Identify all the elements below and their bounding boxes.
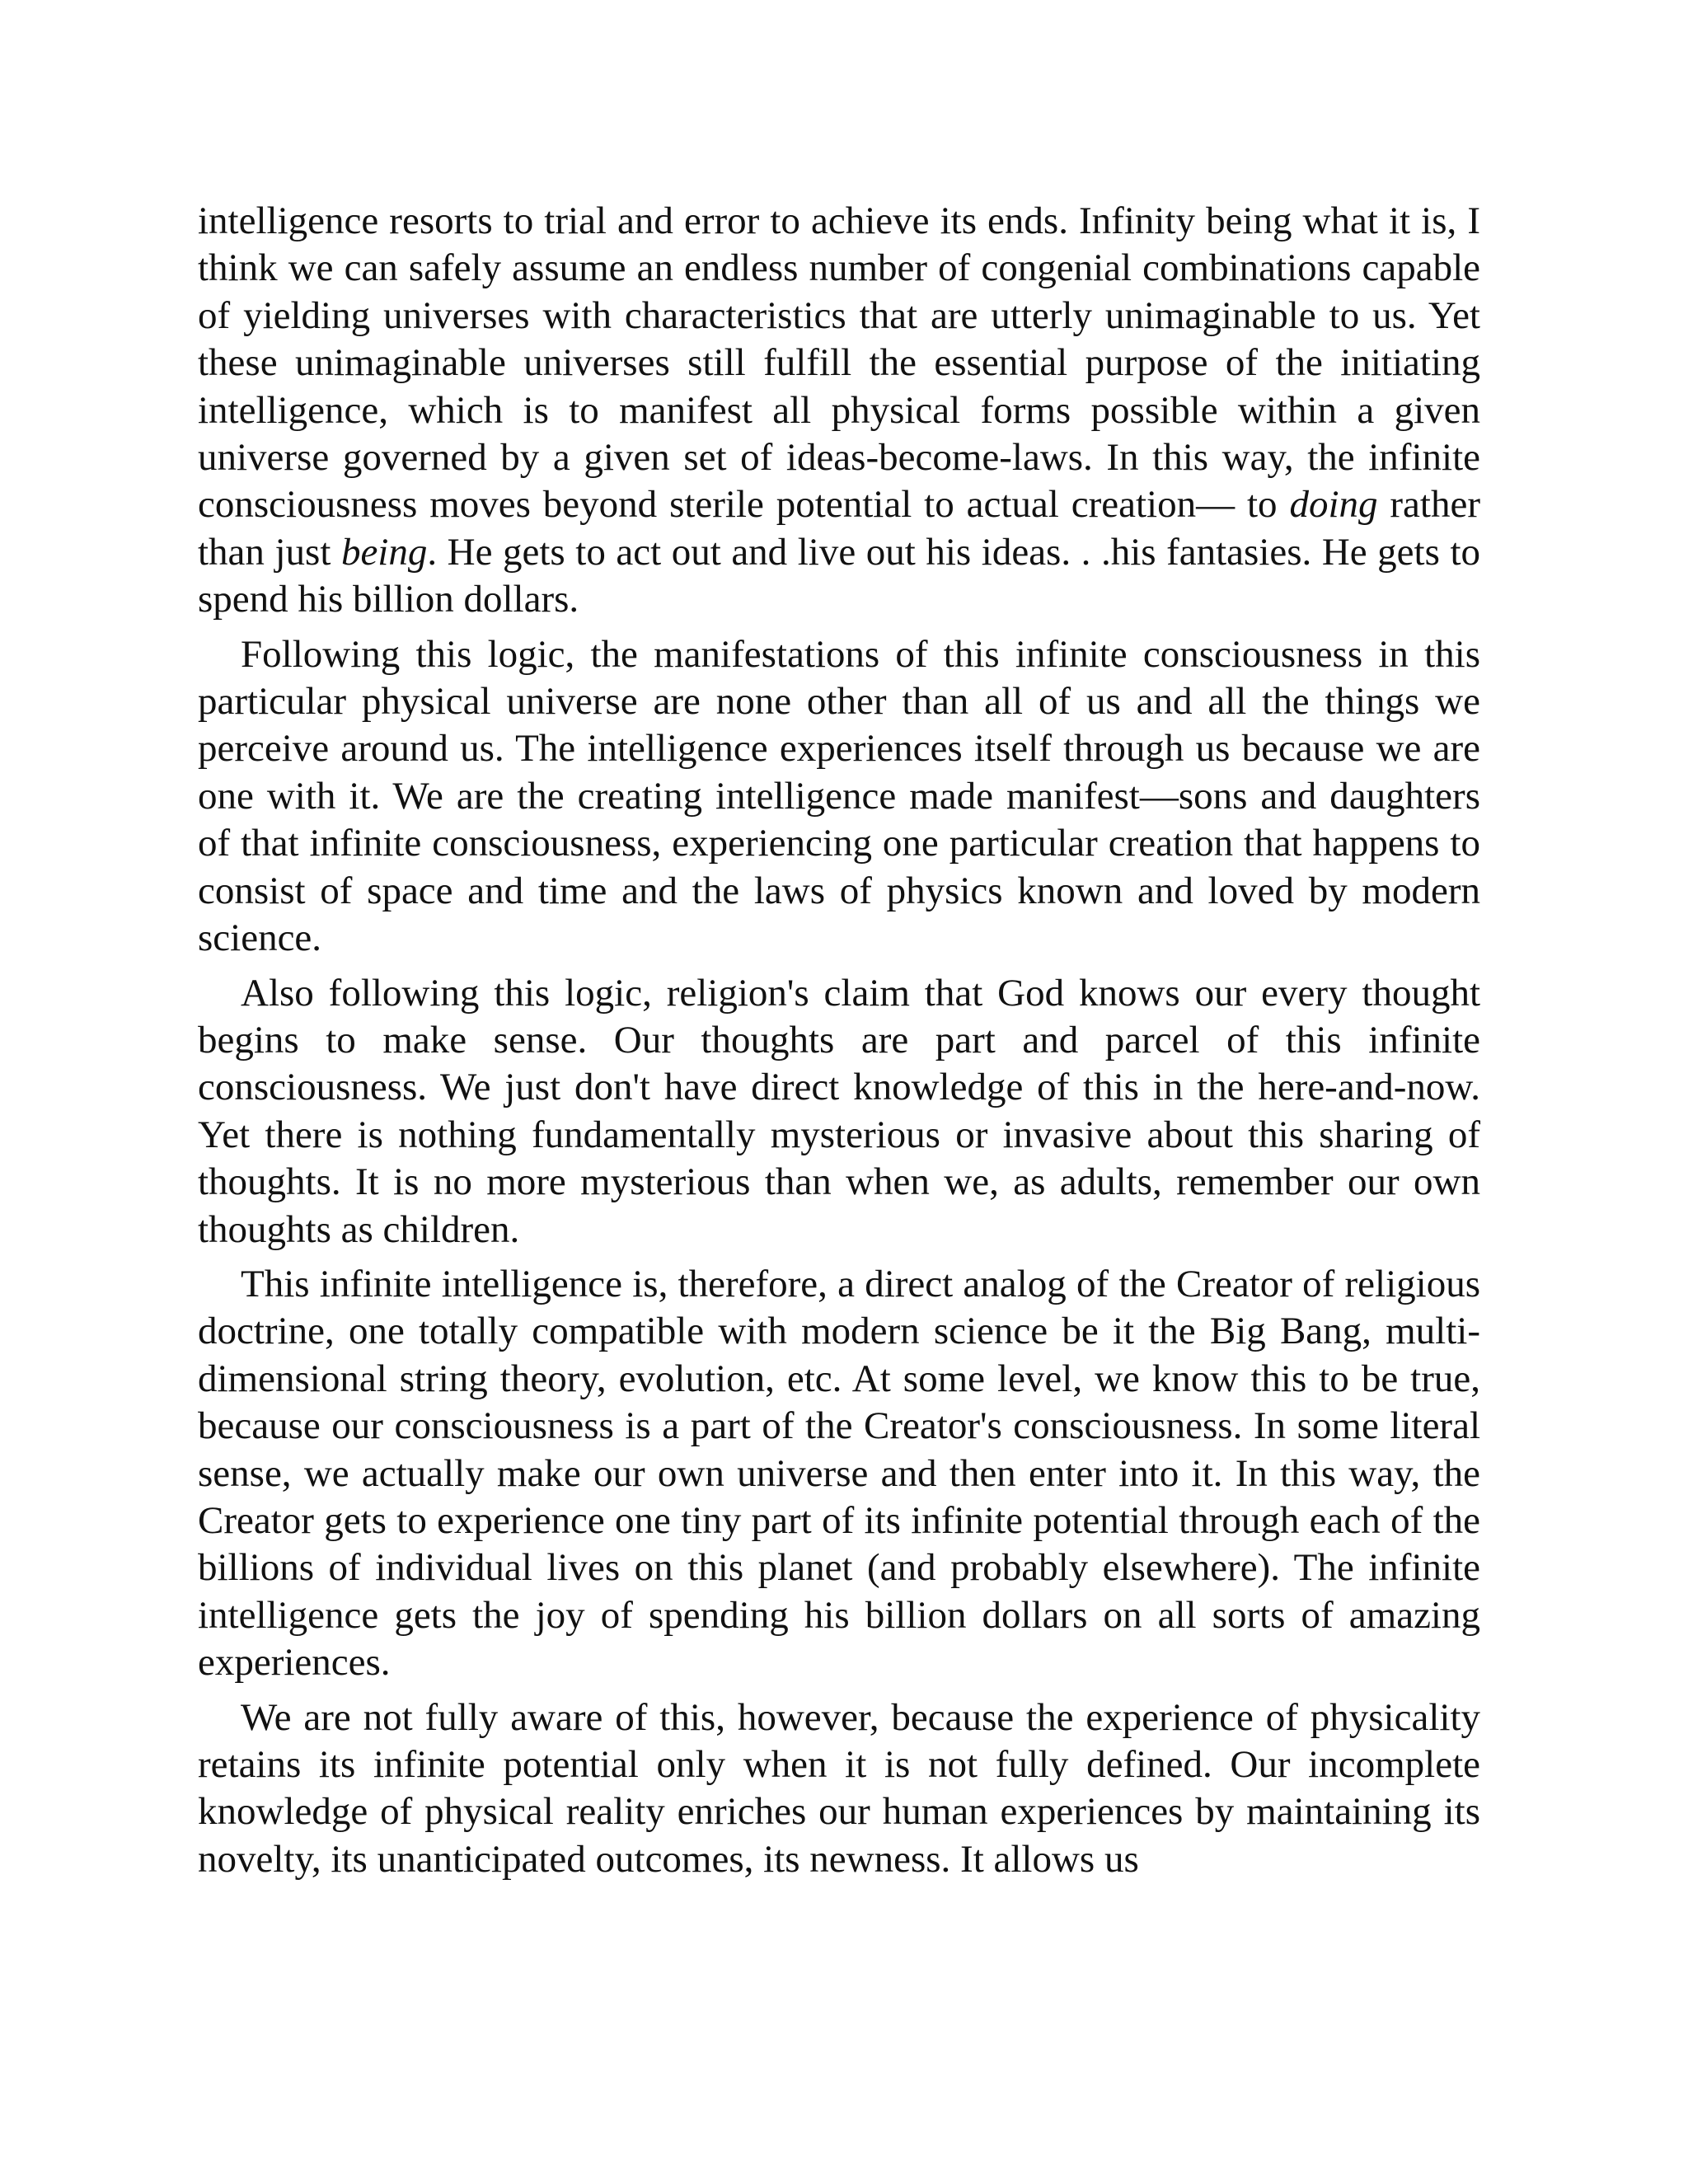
paragraph-5: We are not fully aware of this, however, because the experience of physicality retains its infinite potential only when it is not fully defined. Our incomplete knowledge of physical reality enriches our human experiences by maintaining its novelty, its unanticipated outcomes, its newness. It allows us <box>198 1695 1480 1881</box>
paragraph-1-text-b: rather than just <box>198 483 1480 574</box>
paragraph-4: This infinite intelligence is, therefore, a direct analog of the Creator of religious doctrine, one totally compatible with modern science be it the Big Bang, multi-dimensional string theory, evolution, etc. At some level, we know this to be true, because our consciousness is a part of the Creator's consciousness. In some literal sense, we actually make our own universe and then enter into it. In this way, the Creator gets to experience one tiny part of its infinite potential through each of the billions of individual lives on this planet (and probably elsewhere). The infinite intelligence gets the joy of spending his billion dollars on all sorts of amazing experiences. <box>198 1262 1480 1685</box>
paragraph-1 <box>198 198 1480 624</box>
paragraph-1-text-c: . He gets to act out and live out his ideas. . .his fantasies. He gets to spend his billion dollars. <box>198 530 1481 621</box>
paragraph-3: Also following this logic, religion's claim that God knows our every thought begins to make sense. Our thoughts are part and parcel of this infinite consciousness. We just don't have direct knowledge of this in the here-and-now. Yet there is nothing fundamentally mysterious or invasive about this sharing of thoughts. It is no more mysterious than when we, as adults, remember our own thoughts as children. <box>198 971 1480 1251</box>
paragraph-1-text-a: intelligence resorts to trial and error to achieve its ends. Infinity being what it is, I think we can safely assume an endless number of congenial combinations capable of yielding universes with characteristics that are utterly unimaginable to us. Yet these unimaginable universes still fulfill the essential purpose of the initiating intelligence, which is to manifest all physical forms possible within a given universe governed by a given set of ideas-become-laws. In this way, the infinite consciousness moves beyond sterile potential to actual creation— to <box>198 199 1480 527</box>
body-text <box>198 198 1480 1891</box>
paragraph-2: Following this logic, the manifestations of this infinite consciousness in this particular physical universe are none other than all of us and all the things we perceive around us. The intelligence experiences itself through us because we are one with it. We are the creating intelligence made manifest—sons and daughters of that infinite consciousness, experiencing one particular creation that happens to consist of space and time and the laws of physics known and loved by modern science. <box>198 632 1480 960</box>
emphasis-doing: doing <box>1289 483 1378 527</box>
emphasis-being: being <box>340 530 428 574</box>
